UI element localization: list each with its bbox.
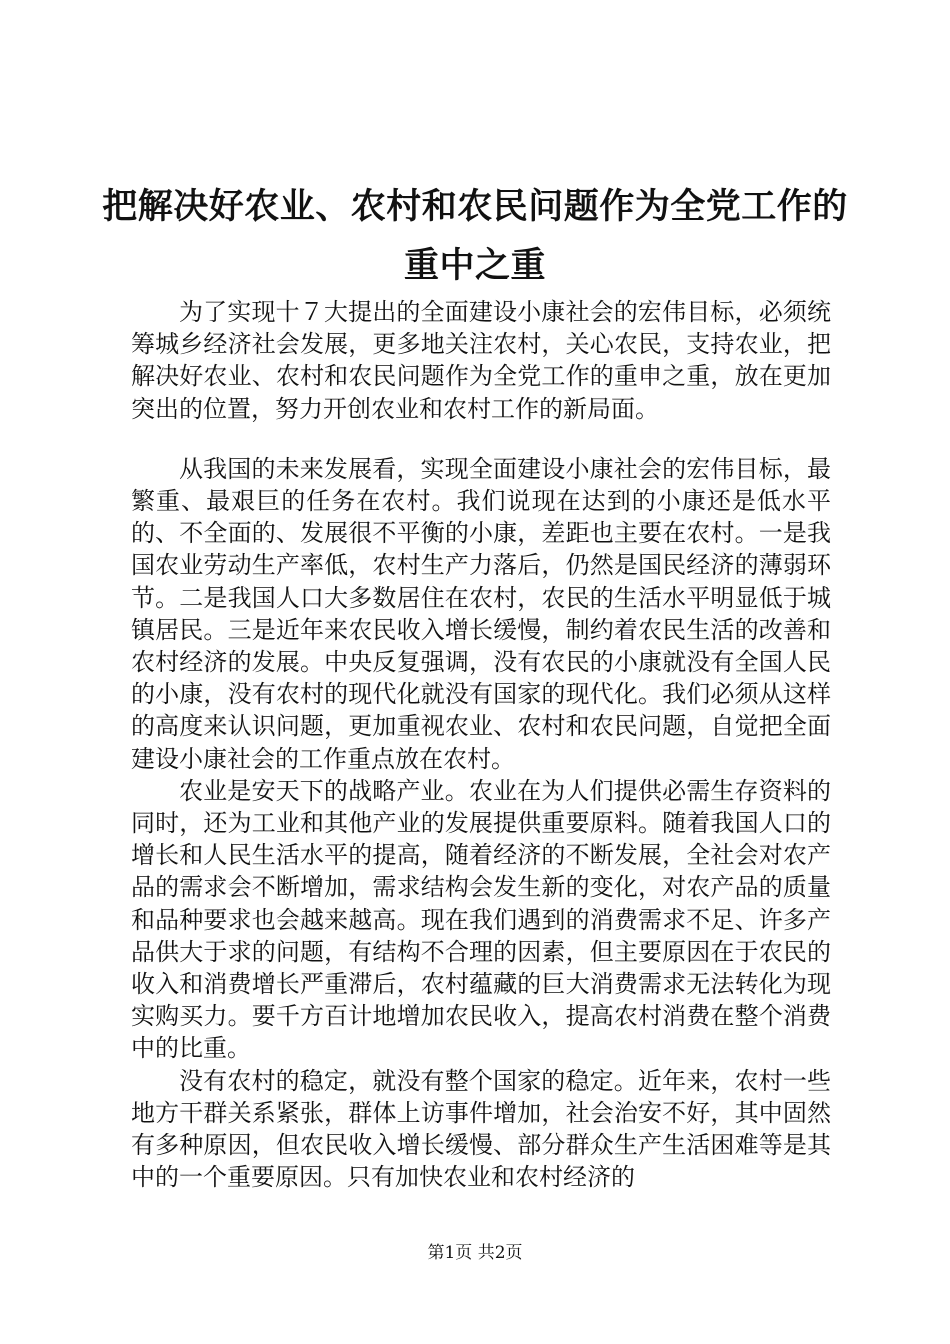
paragraph-4: 没有农村的稳定，就没有整个国家的稳定。近年来，农村一些地方干群关系紧张，群体上访事件增加，社会治安不好，其中固然有多种原因，但农民收入增长缓慢、部分群众生产生活困难等是其中的一个重要原因。只有加快农业和农村经济的	[131, 1066, 831, 1192]
paragraph-3: 农业是安天下的战略产业。农业在为人们提供必需生存资料的同时，还为工业和其他产业的发展提供重要原料。随着我国人口的增长和人民生活水平的提高，随着经济的不断发展，全社会对农产品的需求会不断增加，需求结构会发生新的变化，对农产品的质量和品种要求也会越来越高。现在我们遇到的消费需求不足、许多产品供大于求的问题，有结构不合理的因素，但主要原因在于农民的收入和消费增长严重滞后，农村蕴藏的巨大消费需求无法转化为现实购买力。要千方百计地增加农民收入，提高农村消费在整个消费中的比重。	[131, 776, 831, 1063]
document-body	[131, 296, 831, 1193]
paragraph-1: 为了实现十７大提出的全面建设小康社会的宏伟目标，必须统筹城乡经济社会发展，更多地关注农村，关心农民，支持农业，把解决好农业、农村和农民问题作为全党工作的重申之重，放在更加突出的位置，努力开创农业和农村工作的新局面。	[131, 298, 831, 423]
page-number-footer: 第1页 共2页	[427, 1243, 523, 1263]
paragraph-2: 从我国的未来发展看，实现全面建设小康社会的宏伟目标，最繁重、最艰巨的任务在农村。我们说现在达到的小康还是低水平的、不全面的、发展很不平衡的小康，差距也主要在农村。一是我国农业劳动生产率低，农村生产力落后，仍然是国民经济的薄弱环节。二是我国人口大多数居住在农村，农民的生活水平明显低于城镇居民。三是近年来农民收入增长缓慢，制约着农民生活的改善和农村经济的发展。中央反复强调，没有农民的小康就没有全国人民的小康，没有农村的现代化就没有国家的现代化。我们必须从这样的高度来认识问题，更加重视农业、农村和农民问题，自觉把全面建设小康社会的工作重点放在农村。	[131, 454, 831, 773]
page-title: 把解决好农业、农村和农民问题作为全党工作的重中之重	[102, 187, 848, 286]
